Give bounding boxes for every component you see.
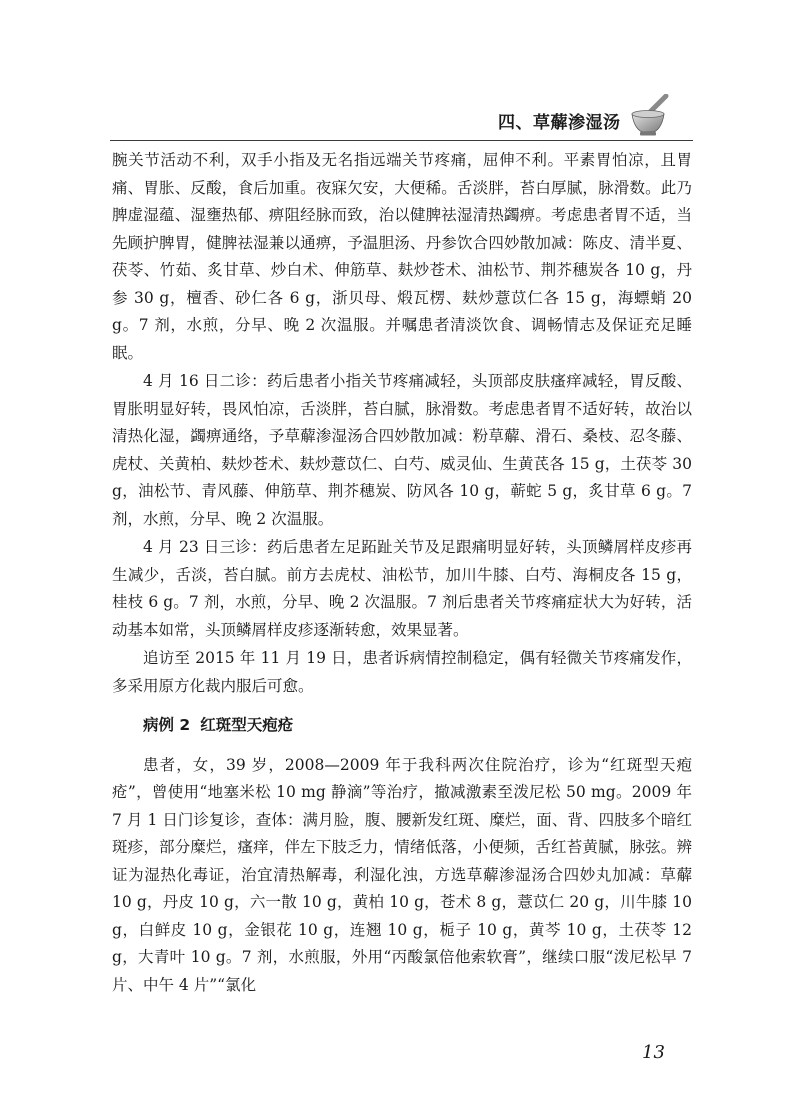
paragraph: 患者，女，39 岁，2008—2009 年于我科两次住院治疗，诊为“红斑型天疱疮”，曾使用“地塞米松 10 mg 静滴”等治疗，撤减激素至泼尼松 50 mg。2009 年 7 月 1 日门诊复诊，查体：满月脸，腹、腰新发红斑、糜烂，面、背、四肢多个暗红斑疹，部分糜烂，瘙痒，伴左下肢乏力，情绪低落，小便频，舌红苔黄腻，脉弦。辨证为湿热化毒证，治宜清热解毒，利湿化浊，方选草薢渗湿汤合四妙丸加减：草薢 10 g，丹皮 10 g，六一散 10 g，黄柏 10 g，苍术 8 g，薏苡仁 20 g，川牛膝 10 g，白鲜皮 10 g，金银花 10 g，连翘 10 g，栀子 10 g，黄芩 10 g，土茯苓 12 g，大青叶 10 g。7 剂，水煎服，外用“丙酸氯倍他索软膏”，继续口服“泼尼松早 7 片、中午 4 片”“氯化 xyxy=(112,755,692,994)
paragraph: 4 月 23 日三诊：药后患者左足跖趾关节及足跟痛明显好转，头顶鳞屑样皮疹再生减少，舌淡，苔白腻。前方去虎杖、油松节，加川牛膝、白芍、海桐皮各 15 g，桂枝 6 g。7 剂，水煎，分早、晚 2 次温服。7 剂后患者关节疼痛症状大为好转，活动基本如常，头顶鳞屑样皮疹逐渐转愈，效果显著。 xyxy=(112,538,692,639)
case-label: 病例 2 xyxy=(143,716,191,734)
chapter-title: 四、草薢渗湿汤 xyxy=(498,113,621,133)
page-body xyxy=(112,147,692,999)
paragraph: 4 月 16 日二诊：药后患者小指关节疼痛减轻，头顶部皮肤瘙痒减轻，胃反酸、胃胀明显好转，畏风怕凉，舌淡胖，苔白腻，脉滑数。考虑患者胃不适好转，故治以清热化湿，蠲痹通络，予草薢渗湿汤合四妙散加减：粉草薢、滑石、桑枝、忍冬藤、虎杖、关黄柏、麸炒苍术、麸炒薏苡仁、白芍、威灵仙、生黄芪各 15 g，土茯苓 30 g，油松节、青风藤、伸筋草、荆芥穗炭、防风各 10 g，蕲蛇 5 g，炙甘草 6 g。7 剂，水煎，分早、晚 2 次温服。 xyxy=(112,372,692,528)
header-rule xyxy=(110,140,693,141)
page-number: 13 xyxy=(642,1042,665,1063)
case-title: 红斑型天疱疮 xyxy=(200,716,294,734)
case-heading xyxy=(112,712,692,740)
running-header xyxy=(498,100,728,140)
mortar-pestle-icon xyxy=(624,94,672,138)
paragraph: 腕关节活动不利，双手小指及无名指远端关节疼痛，屈伸不利。平素胃怕凉，且胃痛、胃胀、反酸，食后加重。夜寐欠安，大便稀。舌淡胖，苔白厚腻，脉滑数。此乃脾虚湿蕴、湿壅热郁、痹阻经脉而致，治以健脾祛湿清热蠲痹。考虑患者胃不适，当先顾护脾胃，健脾祛湿兼以通痹，予温胆汤、丹参饮合四妙散加减：陈皮、清半夏、茯苓、竹茹、炙甘草、炒白术、伸筋草、麸炒苍术、油松节、荆芥穗炭各 10 g，丹参 30 g，檀香、砂仁各 6 g，浙贝母、煅瓦楞、麸炒薏苡仁各 15 g，海螵蛸 20 g。7 剂，水煎，分早、晚 2 次温服。并嘱患者清淡饮食、调畅情志及保证充足睡眠。 xyxy=(112,151,692,362)
paragraph: 追访至 2015 年 11 月 19 日，患者诉病情控制稳定，偶有轻微关节疼痛发作，多采用原方化裁内服后可愈。 xyxy=(112,649,692,695)
